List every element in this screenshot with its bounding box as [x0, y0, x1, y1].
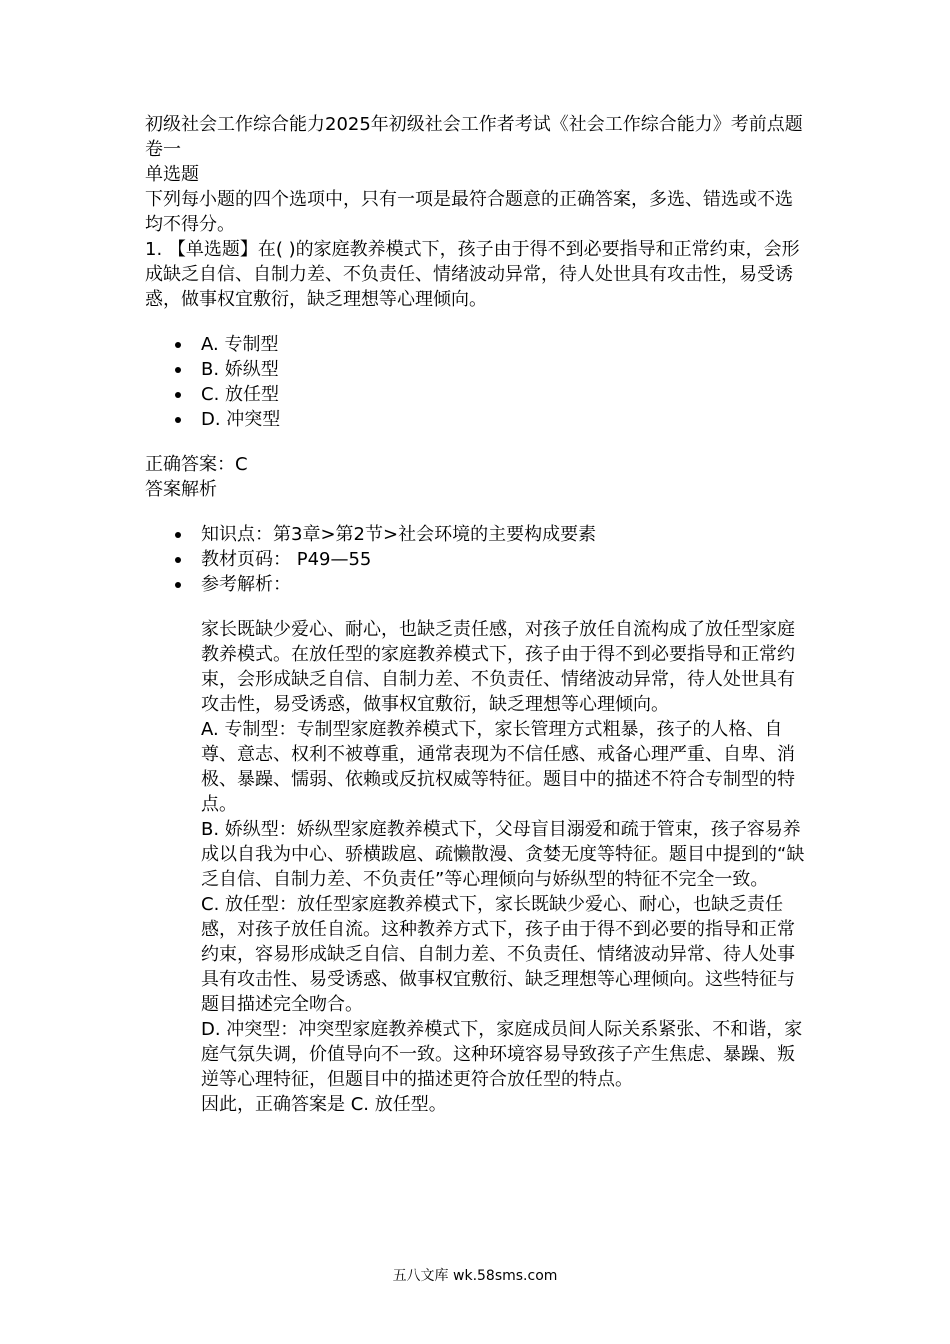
- instruction-text: 下列每小题的四个选项中，只有一项是最符合题意的正确答案，多选、错选或不选均不得分。: [145, 189, 793, 235]
- option-b: B. 娇纵型: [145, 357, 805, 382]
- document-page: [145, 112, 805, 1117]
- explanation-option-b: B. 娇纵型：娇纵型家庭教养模式下，父母盲目溺爱和疏于管束，孩子容易养成以自我为中心、骄横跋扈、疏懒散漫、贪婪无度等特征。题目中提到的“缺乏自信、自制力差、不负责任”等心理倾向与娇纵型的特征不完全一致。: [201, 819, 805, 890]
- options-list: [145, 332, 805, 432]
- correct-answer: 正确答案：C: [145, 454, 248, 475]
- explanation-conclusion: 因此，正确答案是 C. 放任型。: [201, 1094, 447, 1115]
- option-c: C. 放任型: [145, 382, 805, 407]
- footer-watermark: 五八文库 wk.58sms.com: [392, 1268, 558, 1284]
- analysis-meta-list: [145, 522, 805, 597]
- explanation-option-d: D. 冲突型：冲突型家庭教养模式下，家庭成员间人际关系紧张、不和谐，家庭气氛失调，价值导向不一致。这种环境容易导致孩子产生焦虑、暴躁、叛逆等心理特征，但题目中的描述更符合放任型的特点。: [201, 1019, 803, 1090]
- textbook-pages: 教材页码： P49—55: [145, 547, 805, 572]
- analysis-heading: 答案解析: [145, 479, 217, 500]
- question-text: 1. 【单选题】在( )的家庭教养模式下，孩子由于得不到必要指导和正常约束，会形成缺乏自信、自制力差、不负责任、情绪波动异常，待人处世具有攻击性，易受诱惑，做事权宜敷衍，缺乏理想等心理倾向。: [145, 239, 800, 310]
- section-heading: 单选题: [145, 164, 199, 185]
- knowledge-point: 知识点：第3章>第2节>社会环境的主要构成要素: [145, 522, 805, 547]
- option-a: A. 专制型: [145, 332, 805, 357]
- explanation-paragraph: 家长既缺少爱心、耐心，也缺乏责任感，对孩子放任自流构成了放任型家庭教养模式。在放任型的家庭教养模式下，孩子由于得不到必要指导和正常约束，会形成缺乏自信、自制力差、不负责任、情绪波动异常，待人处世具有攻击性，易受诱惑，做事权宜敷衍，缺乏理想等心理倾向。: [201, 619, 795, 715]
- explanation-block: [145, 617, 805, 1117]
- option-d: D. 冲突型: [145, 407, 805, 432]
- reference-analysis-label: 参考解析：: [145, 572, 805, 597]
- explanation-option-c: C. 放任型：放任型家庭教养模式下，家长既缺少爱心、耐心，也缺乏责任感，对孩子放任自流。这种教养方式下，孩子由于得不到必要的指导和正常约束，容易形成缺乏自信、自制力差、不负责任、情绪波动异常、待人处事具有攻击性、易受诱惑、做事权宜敷衍、缺乏理想等心理倾向。这些特征与题目描述完全吻合。: [201, 894, 795, 1015]
- explanation-option-a: A. 专制型：专制型家庭教养模式下，家长管理方式粗暴，孩子的人格、自尊、意志、权利不被尊重，通常表现为不信任感、戒备心理严重、自卑、消极、暴躁、懦弱、依赖或反抗权威等特征。题目中的描述不符合专制型的特点。: [201, 719, 795, 815]
- document-title: 初级社会工作综合能力2025年初级社会工作者考试《社会工作综合能力》考前点题卷一: [145, 114, 803, 160]
